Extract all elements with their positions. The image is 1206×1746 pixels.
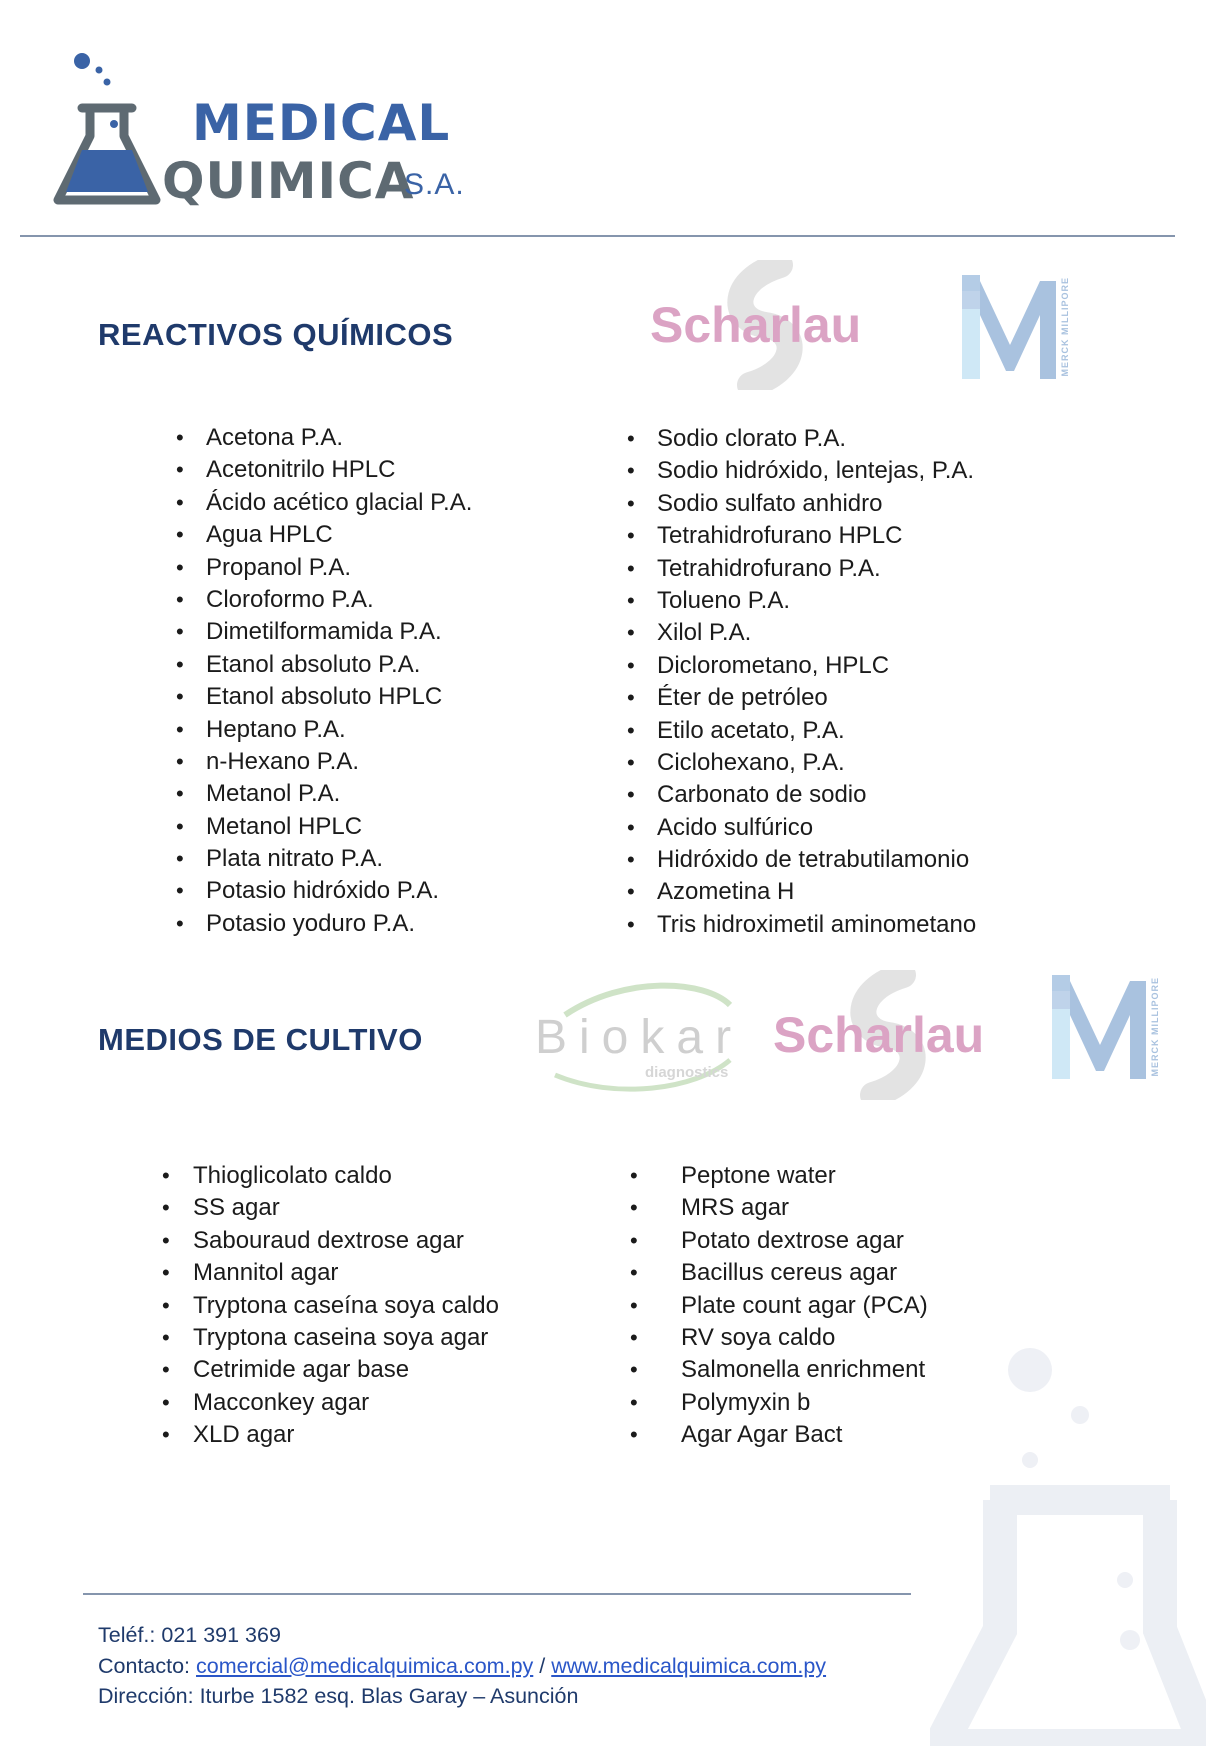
merck-m-icon [960, 275, 1060, 385]
list-item [176, 778, 472, 810]
bullet-icon: • [162, 1324, 170, 1350]
list-item [176, 649, 472, 681]
bullet-icon: • [162, 1292, 170, 1318]
address-text: Iturbe 1582 esq. Blas Garay – Asunción [199, 1684, 579, 1708]
bullet-icon: • [162, 1260, 170, 1286]
list-item-text: Tris hidroximetil aminometano [657, 910, 977, 938]
list-item [162, 1322, 499, 1354]
list-item [627, 682, 976, 714]
bullet-icon: • [627, 782, 635, 808]
list-item [627, 455, 976, 487]
reactivos-list-left [176, 422, 472, 940]
list-item [176, 454, 472, 486]
list-item [162, 1225, 499, 1257]
list-item-text: SS agar [193, 1194, 280, 1222]
list-item-text: Plate count agar (PCA) [681, 1291, 928, 1319]
list-item-text: Sodio clorato P.A. [657, 425, 847, 452]
bullet-icon: • [176, 813, 184, 839]
list-item [627, 779, 976, 811]
list-item-text: Cetrimide agar base [193, 1356, 410, 1384]
list-item [627, 715, 976, 747]
list-item [627, 553, 976, 585]
list-item [627, 650, 976, 682]
list-item-text: Cloroformo P.A. [206, 585, 374, 613]
list-item-text: n-Hexano P.A. [206, 747, 359, 775]
footer-divider [83, 1593, 911, 1595]
list-item-text: Salmonella enrichment [681, 1356, 926, 1384]
bullet-icon: • [162, 1163, 170, 1188]
bullet-icon: • [176, 586, 184, 612]
bullet-icon: • [176, 748, 184, 774]
flask-watermark-icon [930, 1330, 1206, 1746]
list-item-text: Agar Agar Bact [681, 1421, 843, 1449]
list-item-text: Hidróxido de tetrabutilamonio [657, 846, 970, 874]
footer-phone-line [98, 1620, 826, 1651]
list-item [176, 843, 472, 875]
list-item [162, 1257, 499, 1289]
list-item [630, 1257, 928, 1289]
bullet-icon: • [176, 457, 184, 483]
merck-m-icon [1050, 975, 1150, 1085]
list-item [627, 488, 976, 520]
bullet-icon: • [176, 716, 184, 742]
biokar-logo [535, 980, 744, 1100]
list-item [176, 746, 472, 778]
list-item-text: Diclorometano, HPLC [657, 651, 890, 679]
footer-contact-line [98, 1651, 826, 1682]
list-item [176, 811, 472, 843]
list-item-text: Dimetilformamida P.A. [206, 618, 442, 646]
list-item [176, 714, 472, 746]
bullet-icon: • [627, 523, 635, 549]
list-item-text: Ciclohexano, P.A. [657, 748, 845, 776]
merck-millipore-logo-2 [1050, 975, 1160, 1090]
list-item [630, 1387, 928, 1419]
list-item-text: Tryptona caseina soya agar [193, 1323, 489, 1351]
list-item [627, 585, 976, 617]
bullet-icon: • [176, 651, 184, 677]
bullet-icon: • [627, 652, 635, 678]
list-item [627, 844, 976, 876]
list-item-text: Sodio sulfato anhidro [657, 489, 883, 517]
list-item [162, 1354, 499, 1386]
medios-list-right [630, 1160, 928, 1452]
bullet-icon: • [162, 1195, 170, 1221]
bullet-icon: • [162, 1357, 170, 1383]
bullet-icon: • [627, 458, 635, 484]
reactivos-list-right [627, 423, 976, 941]
list-item [627, 909, 976, 941]
list-item [162, 1419, 499, 1451]
list-item-text: Thioglicolato caldo [193, 1162, 392, 1189]
header-divider [20, 235, 1175, 237]
list-item-text: Mannitol agar [193, 1259, 339, 1287]
list-item [627, 812, 976, 844]
biokar-wordmark: Biokar [535, 1011, 744, 1064]
logo-word-medical: MEDICAL [192, 94, 451, 152]
section-title-medios: MEDIOS DE CULTIVO [98, 1022, 423, 1057]
address-label: Dirección: [98, 1684, 194, 1708]
bullet-icon: • [630, 1195, 638, 1221]
list-item [627, 520, 976, 552]
bullet-icon: • [627, 490, 635, 516]
list-item-text: Tetrahidrofurano HPLC [657, 522, 903, 550]
scharlau-wordmark: Scharlau [650, 297, 862, 353]
list-item-text: Potasio hidróxido P.A. [206, 877, 440, 905]
bullet-icon: • [176, 619, 184, 645]
bullet-icon: • [627, 847, 635, 873]
list-item [162, 1160, 499, 1192]
bullet-icon: • [630, 1260, 638, 1286]
bullet-icon: • [630, 1357, 638, 1383]
bullet-icon: • [627, 426, 635, 451]
list-item [627, 617, 976, 649]
list-item-text: Bacillus cereus agar [681, 1259, 898, 1287]
list-item-text: Propanol P.A. [206, 553, 351, 581]
bullet-icon: • [627, 911, 635, 937]
bullet-icon: • [627, 555, 635, 581]
list-item-text: Acido sulfúrico [657, 813, 814, 841]
list-item [162, 1192, 499, 1224]
list-item [627, 876, 976, 908]
footer-address-line [98, 1681, 826, 1712]
link-separator: / [539, 1653, 546, 1678]
bullet-icon: • [627, 749, 635, 775]
merck-caption: MERCK MILLIPORE [1060, 277, 1070, 377]
list-item-text: Acetonitrilo HPLC [206, 456, 396, 484]
bullet-icon: • [162, 1389, 170, 1415]
list-item [630, 1354, 928, 1386]
bullet-icon: • [176, 554, 184, 580]
list-item [630, 1225, 928, 1257]
list-item-text: Peptone water [681, 1162, 836, 1189]
bullet-icon: • [630, 1389, 638, 1415]
list-item [176, 552, 472, 584]
bullet-icon: • [176, 522, 184, 548]
bullet-icon: • [176, 910, 184, 936]
bullet-icon: • [627, 685, 635, 711]
list-item-text: Etanol absoluto P.A. [206, 650, 421, 678]
bullet-icon: • [176, 781, 184, 807]
bullet-icon: • [162, 1227, 170, 1253]
bullet-icon: • [176, 684, 184, 710]
scharlau-logo-2 [773, 1006, 984, 1064]
list-item-text: Sabouraud dextrose agar [193, 1226, 464, 1254]
list-item [176, 616, 472, 648]
list-item [162, 1387, 499, 1419]
bullet-icon: • [176, 489, 184, 515]
list-item-text: MRS agar [681, 1194, 790, 1222]
list-item-text: Etanol absoluto HPLC [206, 683, 443, 711]
list-item-text: Acetona P.A. [206, 424, 343, 451]
email-link[interactable]: comercial@medicalquimica.com.py [196, 1653, 534, 1678]
list-item [176, 584, 472, 616]
list-item-text: Etilo acetato, P.A. [657, 716, 845, 744]
list-item [162, 1290, 499, 1322]
bullet-icon: • [162, 1422, 170, 1448]
website-link[interactable]: www.medicalquimica.com.py [551, 1653, 827, 1678]
list-item-text: Éter de petróleo [657, 684, 828, 712]
list-item-text: Polymyxin b [681, 1388, 811, 1416]
list-item-text: Tryptona caseína soya caldo [193, 1291, 499, 1319]
merck-caption: MERCK MILLIPORE [1150, 977, 1160, 1077]
medios-list-left [162, 1160, 499, 1452]
contact-label: Contacto: [98, 1653, 191, 1678]
phone-number: 021 391 369 [161, 1623, 281, 1647]
bullet-icon: • [630, 1163, 638, 1188]
list-item-text: Ácido acético glacial P.A. [206, 488, 473, 516]
list-item-text: Metanol HPLC [206, 812, 363, 840]
list-item [176, 875, 472, 907]
bullet-icon: • [627, 620, 635, 646]
list-item-text: XLD agar [193, 1421, 295, 1449]
scharlau-logo [650, 296, 861, 354]
list-item-text: RV soya caldo [681, 1323, 836, 1351]
bullet-icon: • [630, 1292, 638, 1318]
list-item-text: Metanol P.A. [206, 780, 341, 808]
footer [98, 1620, 826, 1712]
phone-label: Teléf.: [98, 1623, 156, 1647]
list-item [630, 1160, 928, 1192]
company-logo [52, 52, 492, 222]
list-item-text: Agua HPLC [206, 521, 333, 549]
list-item [176, 908, 472, 940]
list-item [176, 519, 472, 551]
bullet-icon: • [627, 879, 635, 905]
list-item-text: Xilol P.A. [657, 619, 752, 647]
bullet-icon: • [630, 1227, 638, 1253]
list-item-text: Tetrahidrofurano P.A. [657, 554, 881, 582]
bullet-icon: • [176, 846, 184, 872]
list-item [176, 422, 472, 454]
bullet-icon: • [627, 717, 635, 743]
bullet-icon: • [627, 814, 635, 840]
list-item [630, 1290, 928, 1322]
list-item-text: Sodio hidróxido, lentejas, P.A. [657, 457, 975, 485]
logo-suffix: S.A. [404, 168, 465, 201]
list-item [630, 1322, 928, 1354]
bullet-icon: • [630, 1324, 638, 1350]
list-item-text: Tolueno P.A. [657, 586, 790, 614]
scharlau-wordmark: Scharlau [773, 1007, 985, 1063]
bullet-icon: • [176, 425, 184, 450]
list-item-text: Azometina H [657, 878, 795, 906]
list-item-text: Carbonato de sodio [657, 781, 867, 809]
list-item-text: Potasio yoduro P.A. [206, 909, 416, 937]
list-item [176, 681, 472, 713]
list-item [627, 747, 976, 779]
bullet-icon: • [630, 1422, 638, 1448]
list-item [630, 1192, 928, 1224]
list-item-text: Potato dextrose agar [681, 1226, 904, 1254]
section-title-reactivos: REACTIVOS QUÍMICOS [98, 317, 454, 352]
bullet-icon: • [176, 878, 184, 904]
list-item-text: Plata nitrato P.A. [206, 845, 383, 873]
merck-millipore-logo [960, 275, 1070, 390]
list-item [176, 487, 472, 519]
biokar-subtitle: diagnostics [645, 1064, 729, 1081]
flask-logo-icon [52, 52, 162, 212]
bullet-icon: • [627, 587, 635, 613]
list-item-text: Heptano P.A. [206, 715, 346, 743]
list-item [627, 423, 976, 455]
list-item [630, 1419, 928, 1451]
logo-word-quimica: QUIMICA [162, 152, 415, 210]
list-item-text: Macconkey agar [193, 1388, 370, 1416]
